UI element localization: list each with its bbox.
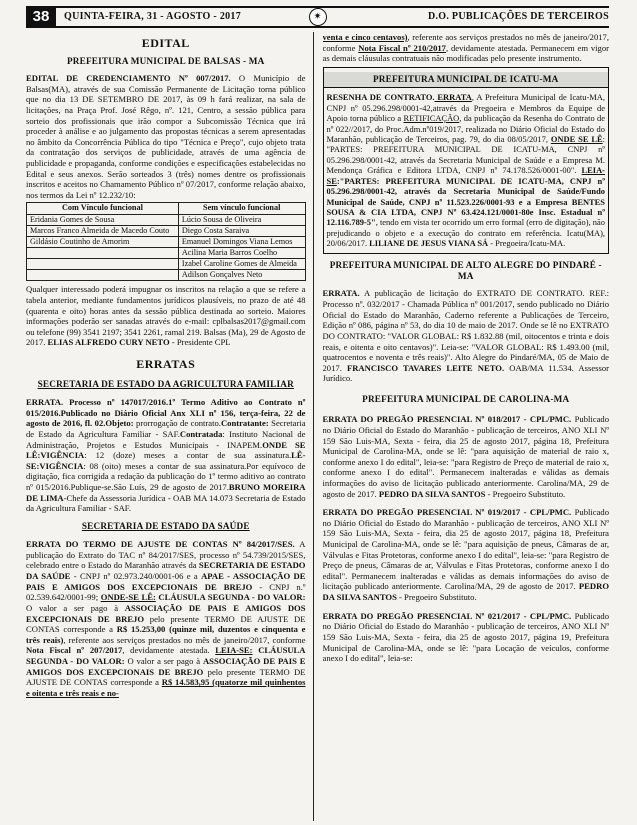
signer-name: FRANCISCO TAVARES LEITE NETO. [346,362,505,373]
errata-text: , tendo em vista ter ocorrido um erro formal (erro de digitação), não prejudicando o objeto e a execução do contrato em referência. Icatu(MA), 20/06/2017. [326,217,605,249]
errata-bold: venta e cinco centavos) [322,32,408,42]
errata-bold: CLÁUSULA SEGUNDA - DO VALOR: [26,645,306,666]
alto-alegre-paragraph [323,288,610,383]
icatu-box [323,67,610,254]
table-cell: Acilina Maria Barros Coelho [178,247,305,258]
errata-label: Contratante: [220,418,269,429]
signer-name: ELIAS ALFREDO CURY NETO [47,337,170,348]
errata-text: O valor a ser pago à [124,655,203,666]
table-row [27,214,306,225]
table-cell: Adilson Gonçalves Neto [178,270,305,281]
errata-text: pelo presente TERMO DE AJUSTE DE CONTAS corresponde a [26,613,306,635]
table-cell [27,259,179,270]
errata-text: : Instituto Nacional de Administração, Projetos e Estudos Municipais - INAPEM. [26,429,306,450]
errata-text: RETIFICAÇÃO [403,113,460,124]
errata-lead: ERRATA. [322,288,360,299]
errata-label: LÊ-SE:VIGÊNCIA [26,450,306,471]
errata-lead: ERRATA DO TERMO DE AJUSTE DE CONTAS Nº 84/2017/SES. [26,539,295,550]
signer-role: - Pregoeiro Substituto. [485,488,566,499]
errata-bold: LEIA-SE: [215,645,253,656]
table-row [27,247,306,258]
errata-label: Contratada [179,429,223,440]
page-number: 38 [26,8,56,26]
errata-text: prorrogação de contrato. [133,418,221,429]
errata-bold: Nota Fiscal nº 207/2017 [26,645,123,656]
entity-carolina: PREFEITURA MUNICIPAL DE CAROLINA-MA [362,393,570,404]
errata-text: O valor a ser pago à [26,602,125,613]
errata-bold: ONDE SE LÊ [550,133,603,144]
errata-lead: ERRATA DO PREGÃO PRESENCIAL Nº 019/2017 - CPL/PMC. [322,507,572,518]
impugnation-paragraph [26,284,306,348]
table-header-cell: Sem vínculo funcional [178,203,305,214]
errata-bold: R$ 14.583,95 (quatorze mil quinhentos e oitenta e três reais e no- [26,677,306,698]
errata-text: pelo presente TERMO DE AJUSTE DE CONTAS corresponde a [26,666,306,688]
carolina-errata-021 [323,611,610,664]
errata-bold: APAE - ASSOCIAÇÃO DE PAIS E AMIGOS DOS EXCEPCIONAIS DE BREJO [26,571,306,592]
entity-icatu: PREFEITURA MUNICIPAL DE ICATU-MA [324,72,609,88]
table-cell: Emanuel Domingos Viana Lemos [178,236,305,247]
table-cell [27,270,179,281]
carolina-errata-018 [323,414,610,499]
table-cell: Diego Costa Saraiva [178,225,305,236]
impugnation-body: Qualquer interessado poderá impugnar os inscritos na relação a que se refere a tabela anterior, mediante fundamentos jurídicos plausíveis, no prazo de até 48 (quarenta e oito) horas antes da sessão pública destinada ao sorteio. Maiores informações poderão ser sanadas através do e-mail: cplbalsas2017@gmail.com ou telefone (99) 3541 2197; 3541 2261, ramal 219. Balsas (Ma), 29 de Agosto de 2017. [26,284,306,348]
entity-balsas: PREFEITURA MUNICIPAL DE BALSAS - MA [67,55,265,66]
errata-bold: R$ 15.253,00 (quinze mil, duzentos e cinquenta e três reais) [26,624,306,645]
table-header-row [27,203,306,214]
signer-role: - Presidente CPL [169,337,231,348]
errata-text: , referente aos serviços prestados no mês de janeiro/2017, conforme [63,634,306,645]
errata-bold: :"PARTES: PREFEITURA MUNICIPAL DE ICATU-MA, CNPJ nº 05.296.298/0001-42, através da Secretaria Municipal de Saúde/Fundo Municipal de Saúde, CNPJ nº 11.523.226/0001-93 e a Empresa BENTES SOUSA & CIA LTDA, CNPJ Nº 63.424.121/0001-80e Insc. Estadual nº 12.116.789-5" [326,175,605,228]
icatu-paragraph [327,92,606,249]
signer-name: BRUNO MOREIRA DE LIMA [26,482,306,503]
table-cell [27,247,179,258]
section-title-edital: EDITAL [141,36,190,50]
errata-text: : 08 (oito) meses a contar de sua assinatura.Por equívoco de digitação, fica corrigida a redação da publicação do 1º termo aditivo ao contrato nº 015/2016.Publique-se.São Luís, 29 de agosto de 2017. [26,460,306,493]
errata-bold: SECRETARIA DE ESTADO DA SAÚDE [26,560,306,582]
errata-lead: ERRATA. Processo nº 147017/2016.1º Termo Aditivo ao Contrato nº 015/2016.Publicado no Diário Oficial Anx XLI nº 156, terça-feira, 22 de agosto de 2016, fl. 02.Objeto: [26,397,306,429]
errata-bold: ERRATA [434,92,472,103]
table-header-cell: Com Vínculo funcional [27,203,179,214]
errata-text: Publicado no Diário Oficial do Estado do Maranhão - publicação de terceiros, ANO XLI Nº 159 São Luis-MA, Sexta - feira, dia 25 de agosto 2017, página 19, Prefeitura Municipal de Carolina-MA, onde se lê: "para Locação de veículos, conforme anexo I do edital", leia-se: [322,610,609,664]
errata-text: - CNPJ n.º 02.539.642/0001-99; [26,581,306,603]
signer-role: - Pregoeira/Icatu-MA. [488,238,566,249]
errata-bold: LEIA-SE [326,165,605,186]
errata-text: , A Prefeitura Municipal de Icatu-MA, CNPJ nº 05.296.298/0001-42,através da Pregoeira e Membros da Equipe de Apoio torna público a [326,92,606,124]
carolina-errata-019 [323,507,610,602]
errata-bold: ASSOCIAÇÃO DE PAIS E AMIGOS DOS EXCEPCIONAIS DE BREJO [26,602,306,624]
errata-lead: ERRATA DO PREGÃO PRESENCIAL Nº 018/2017 - CPL/PMC. [322,414,572,425]
table-cell: Izabel Caroline Gomes de Almeida [178,259,305,270]
edital-paragraph [26,73,306,200]
signer-role: OAB/MA 11.534. Assessor Jurídico. [322,362,609,384]
spacer [323,500,610,507]
errata-text: , devidamente atestada. [122,645,216,656]
errata-text: Secretaria de Estado da Agricultura Familiar - SAF. [26,418,306,440]
table-cell: Eridania Gomes de Sousa [27,214,179,225]
table-cell: Gildásio Coutinho de Amorim [27,236,179,247]
issue-date: QUINTA-FEIRA, 31 - AGOSTO - 2017 [64,10,242,22]
spacer [323,604,610,611]
errata-bold: Nota Fiscal nº 210/2017 [358,42,446,53]
errata-text: , devidamente atestada. Permanecem em vigor as demais cláusulas contratuais não modificadas pelo presente instrumento. [322,42,609,64]
signer-name: PEDRO DA SILVA SANTOS [322,581,609,603]
errata-text: , da publicação da Resenha do Contrato de nº 022//2017, do Proc.Adm.nº019/2017, realizada no Diário Oficial do Estado do Maranhão, publicação de Terceiros, pag. 79, do dia 08/05/2017, [326,113,605,144]
table-cell: Lúcio Sousa de Oliveira [178,214,305,225]
entity-agricultura: SECRETARIA DE ESTADO DA AGRICULTURA FAMILIAR [37,378,294,389]
errata-text: Publicado no Diário Oficial do Estado do Maranhão - publicação de terceiros, ANO XLI Nº 159 São Luis-MA, Sexta - feira, dia 25 de agosto 2017, página 18, Prefeitura Municipal de Carolina-MA, onde se lê: "para aquisição de material de raio x, conforme anexo I do edital", leia-se: "para Registro de Preço de material de raio x, conforme anexo I do edital". Permanecem inalteradas e válidas as demais informações do aviso de licitação publicado anteriormente. Carolina/MA, 29 de agosto de 2017. [322,414,609,499]
errata-text: : 12 (doze) meses a contar de sua assinatura. [84,450,292,461]
column-rule [313,32,314,821]
errata-text: A publicação do Extrato do TAC nº 84/2017/SES, processo nº 54.739/2015/SES, celebrado entre o Estado do Maranhão através da [26,539,306,571]
errata-text: , referente aos serviços prestados no mês de janeiro/2017, conforme [322,32,609,53]
table-row [27,236,306,247]
errata-bold: CLÁUSULA SEGUNDA - DO VALOR: [155,592,306,603]
table-row [27,259,306,270]
left-column [26,32,313,821]
table-row [27,270,306,281]
errata-label: ONDE SE LÊ:VIGÊNCIA [26,439,306,461]
errata-agricultura [26,397,306,514]
professionals-table [26,202,306,281]
signer-role: - Pregoeiro Substituto. [396,592,477,603]
right-column [323,32,610,821]
columns [26,32,609,821]
entity-saude: SECRETARIA DE ESTADO DA SAÚDE [81,520,250,531]
signer-name: PEDRO DA SILVA SANTOS [378,488,486,499]
section-title-erratas: ERRATAS [136,357,196,372]
errata-bold: ASSOCIAÇÃO DE PAIS E AMIGOS DOS EXCEPCIONAIS DE BREJO [26,655,306,677]
errata-saude-continued [323,32,610,64]
table-row [27,225,306,236]
errata-saude [26,539,306,698]
coat-of-arms-icon: ✷ [309,8,327,26]
publication-name: D.O. PUBLICAÇÕES DE TERCEIROS [427,10,609,22]
edital-lead: EDITAL DE CREDENCIAMENTO Nº 007/2017. [26,73,231,84]
errata-bold: ONDE-SE LÊ: [100,592,156,603]
page-header [26,6,609,28]
table-cell: Marcos Franco Almeida de Macedo Couto [27,225,179,236]
errata-text: : "PARTES: PREFEITURA MUNICIPAL DE ICATU-MA, CNPJ nº 05.296.298/0001-42, através da Secretaria Municipal de Saúde e a Empresa M. Mendonça Gráfica e Editora LTDA, CNPJ nº 74.178.526/0001-00". [326,133,605,176]
errata-text: - CNPJ nº 02.973.240/0001-06 e a [70,571,202,582]
edital-body: O Município de Balsas(MA), através de sua Comissão Permanente de Licitação torna público que no dia 13 DE SETEMBRO DE 2017, às 09 h fará realizar, na sala de licitações, na Praça Prof. José Rêgo, nº. 121, Centro, a sessão pública para sorteio dos profissionais que irão compor a Subcomissão Técnica que irá proceder à análise e ao julgamento das propostas técnicas a serem apresentadas no âmbito da Concorrência Pública do tipo "Técnica e Preço", cujo objeto trata da contratação dos serviços de publicidade, através de uma agência de publicidade e propaganda, conforme condições e especificações estabelecidas no Edital e seus anexos. Serão sorteados 3 (três) nomes dentre os profissionais inscritos e aceitos no Chamamento Público nº 07/2017, conforme relação abaixo, nos termos da Lei nº 12.232/10: [26,73,306,200]
errata-lead: RESENHA DE CONTRATO. [326,92,435,103]
errata-text: A publicação de licitação do EXTRATO DE CONTRATO. REF.: Processo nº. 032/2017 - Chamada Pública nº 001/2017, sendo publicado no Diário Oficial do Estado do Maranhão, Caderno referente a Publicações de Terceiro, Edição nº 086, página nº 53, do dia 10 de maio de 2017. Onde se lê no EXTRATO DO CONTRATO: "VALOR GLOBAL: R$ 1.832.88 (mil, oitocentos e trinta e dois reais, e oitenta e oito centavos)". Leia-se: "VALOR GLOBAL: R$ 1.493.00 (mil, quatrocentos e noventa e três reais)". Alto Alegre do Pindaré/MA, 05 de Maio de 2017. [322,288,609,373]
signer-name: LILIANE DE JESUS VIANA SÁ [369,238,489,249]
entity-alto-alegre: PREFEITURA MUNICIPAL DE ALTO ALEGRE DO PINDARÉ - MA [329,259,602,282]
signer-role: -Chefe da Assessoria Jurídica - OAB MA 14.073 Secretaria de Estado da Agricultura Familiar - SAF. [26,492,306,514]
errata-lead: ERRATA DO PREGÃO PRESENCIAL Nº 021/2017 - CPL/PMC. [322,610,572,621]
errata-text: Publicado no Diário Oficial do Estado do Maranhão - publicação de terceiros, ANO XLI Nº 159 São Luis-MA, Sexta - feira, dia 25 de agosto 2017, página 18, Prefeitura Municipal de Carolina-MA, onde se lê: "para aquisição de pneus, Câmaras de ar, Válvulas e Fitas Protetoras, conforme anexo I do edital", leia-se: "para Registro de Preço de pneus, Câmaras de ar, Válvulas e Fitas Protetoras, conforme anexo I do edital". Permanecem inalteradas e válidas as demais informações do aviso de licitação publicado anteriormente. Carolina/MA, 29 de agosto de 2017. [322,507,609,592]
